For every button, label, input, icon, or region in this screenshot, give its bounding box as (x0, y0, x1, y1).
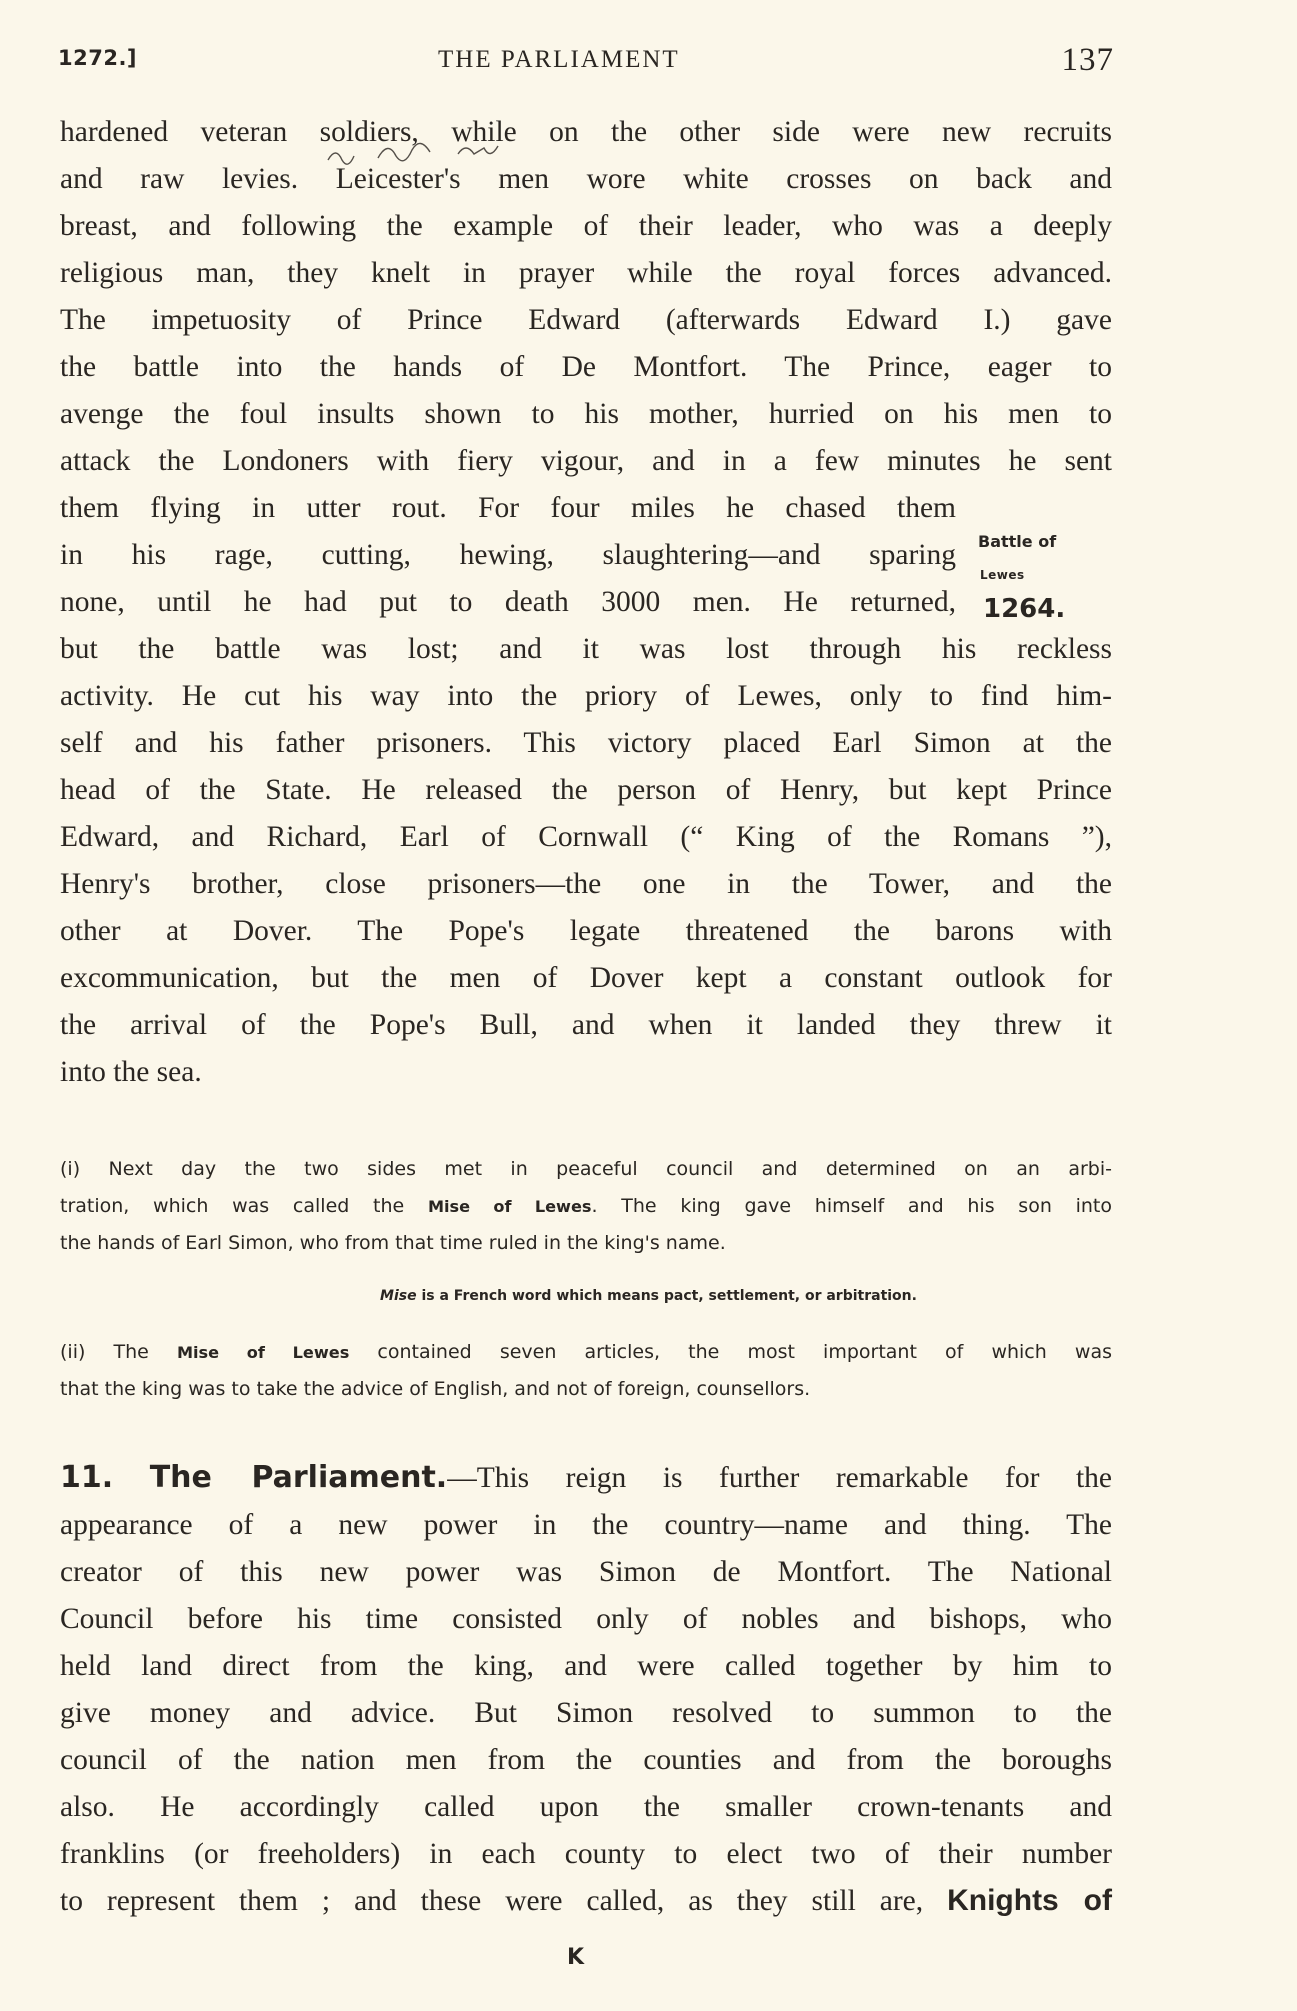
body-line: them flying in utter rout. For four miles he chased them (60, 492, 956, 524)
body-line: hardened veteran soldiers, while on the other side were new recruits (60, 116, 1112, 148)
body-line: head of the State. He released the person of Henry, but kept Prince (60, 774, 1112, 806)
section-bold-term: Knights of (947, 1884, 1112, 1917)
note-term: Mise of Lewes (176, 1343, 350, 1362)
section-text: to represent them ; and these were called, as they still are, (60, 1885, 948, 1917)
body-line: attack the Londoners with fiery vigour, and in a few minutes he sent (60, 445, 1112, 477)
section-title: The Parliament. (149, 1460, 448, 1495)
body-line: religious man, they knelt in prayer while the royal forces advanced. (60, 257, 1112, 289)
note-definition (0, 1288, 1297, 1304)
section-line: held land direct from the king, and were called together by him to (60, 1650, 1112, 1682)
body-line: none, until he had put to death 3000 men. He returned, (60, 586, 956, 618)
note-term: Mise of Lewes (427, 1197, 592, 1216)
header-title: THE PARLIAMENT (438, 46, 680, 73)
note-line: (i) Next day the two sides met in peaceful council and determined on an arbi- (60, 1158, 1112, 1180)
margin-note-line: Lewes (980, 568, 1025, 582)
note-text: (ii) The (60, 1341, 177, 1363)
section-line: franklins (or freeholders) in each county to elect two of their number (60, 1838, 1112, 1870)
section-heading-line (60, 1458, 1112, 1498)
body-line: into the sea. (60, 1056, 202, 1088)
body-line: and raw levies. Leicester's men wore white crosses on back and (60, 163, 1112, 195)
note-text: tration, which was called the (60, 1195, 428, 1217)
body-line: self and his father prisoners. This victory placed Earl Simon at the (60, 727, 1112, 759)
body-line: the battle into the hands of De Montfort. The Prince, eager to (60, 351, 1112, 383)
running-header (58, 44, 1114, 84)
body-line: in his rage, cutting, hewing, slaughtering—and sparing (60, 539, 956, 571)
section-text: —This reign is further remarkable for the (447, 1462, 1112, 1494)
section-line: give money and advice. But Simon resolved to summon to the (60, 1697, 1112, 1729)
section-line: also. He accordingly called upon the smaller crown-tenants and (60, 1791, 1112, 1823)
body-line: other at Dover. The Pope's legate threatened the barons with (60, 915, 1112, 947)
page-number: 137 (1061, 42, 1114, 78)
definition-term: Mise (380, 1288, 417, 1304)
section-line: appearance of a new power in the country—name and thing. The (60, 1509, 1112, 1541)
body-line: Henry's brother, close prisoners—the one in the Tower, and the (60, 868, 1112, 900)
body-line: activity. He cut his way into the priory of Lewes, only to find him- (60, 680, 1112, 712)
body-line: the arrival of the Pope's Bull, and when it landed they threw it (60, 1009, 1112, 1041)
note-line: that the king was to take the advice of English, and not of foreign, counsellors. (60, 1378, 811, 1400)
section-line: creator of this new power was Simon de Montfort. The National (60, 1556, 1112, 1588)
margin-note-line: Battle of (978, 532, 1057, 551)
note-line: the hands of Earl Simon, who from that time ruled in the king's name. (60, 1232, 726, 1254)
margin-note-line: 1264. (983, 594, 1066, 624)
note-line (60, 1191, 1112, 1222)
signature-mark: K (567, 1945, 585, 1970)
body-line: avenge the foul insults shown to his mother, hurried on his men to (60, 398, 1112, 430)
note-line (60, 1337, 1112, 1368)
section-line: Council before his time consisted only of nobles and bishops, who (60, 1603, 1112, 1635)
body-line: but the battle was lost; and it was lost through his reckless (60, 633, 1112, 665)
note-text: contained seven articles, the most important of which was (349, 1341, 1112, 1363)
section-line: council of the nation men from the counties and from the boroughs (60, 1744, 1112, 1776)
body-line: The impetuosity of Prince Edward (afterwards Edward I.) gave (60, 304, 1112, 336)
body-line: excommunication, but the men of Dover kept a constant outlook for (60, 962, 1112, 994)
header-year: 1272.] (58, 46, 138, 70)
section-line (60, 1881, 1112, 1921)
body-line: breast, and following the example of their leader, who was a deeply (60, 210, 1112, 242)
body-line: Edward, and Richard, Earl of Cornwall (“ King of the Romans ”), (60, 821, 1112, 853)
section-number: 11. (60, 1460, 114, 1495)
definition-text: is a French word which means pact, settlement, or arbitration. (416, 1288, 917, 1304)
note-text: . The king gave himself and his son into (591, 1195, 1112, 1217)
